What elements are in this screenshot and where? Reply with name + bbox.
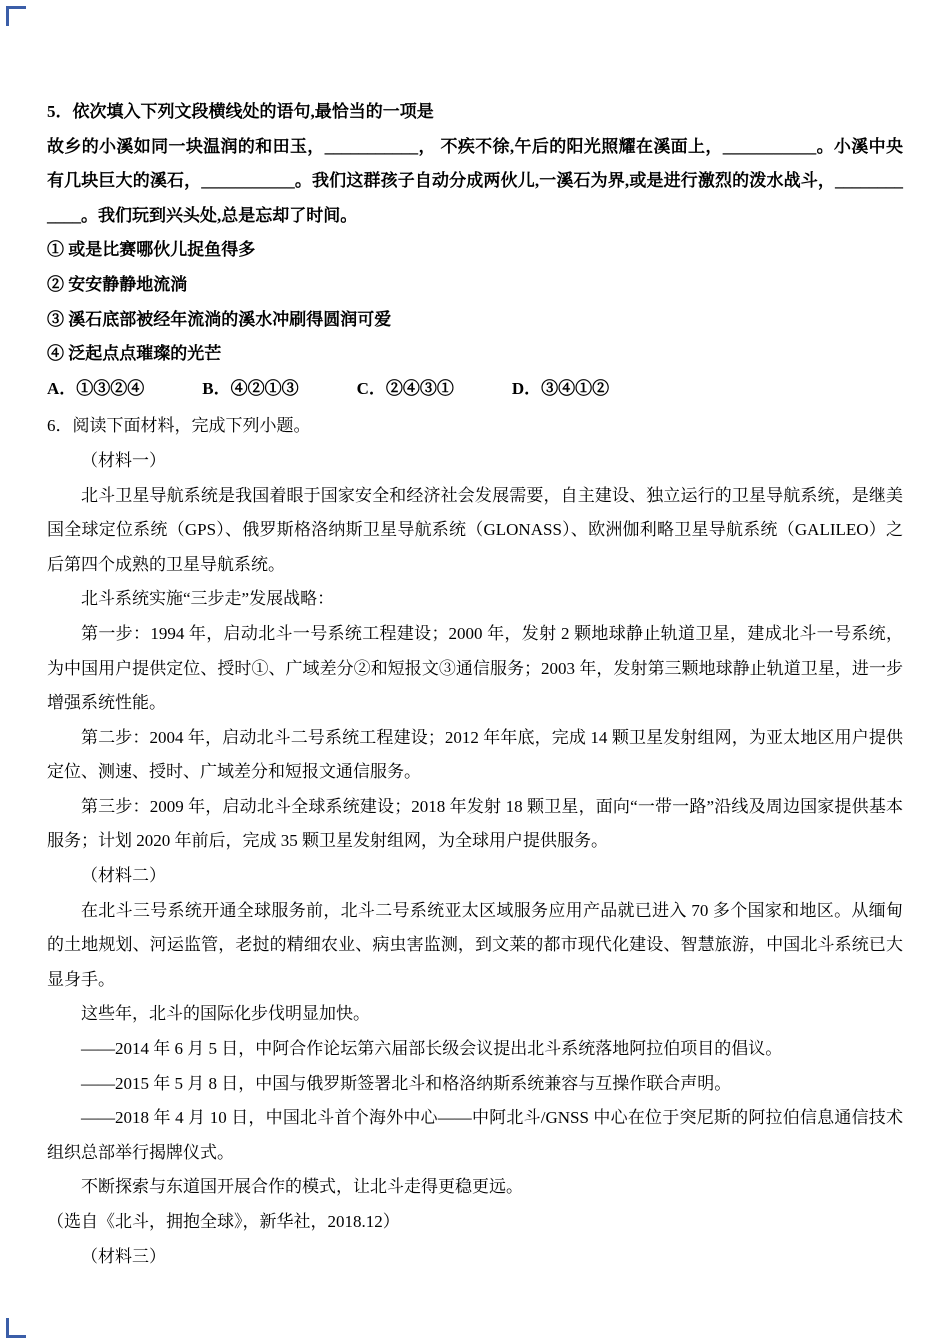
material-2-paragraph-2: 这些年，北斗的国际化步伐明显加快。 bbox=[81, 1004, 370, 1024]
document-content bbox=[47, 95, 903, 1274]
material-2-label: （材料二） bbox=[81, 866, 166, 886]
material-1-label: （材料一） bbox=[81, 450, 166, 470]
material-2-source: （选自《北斗，拥抱全球》，新华社，2018.12） bbox=[47, 1212, 400, 1231]
material-3-label: （材料三） bbox=[81, 1246, 166, 1266]
material-2-paragraph-1: 在北斗三号系统开通全球服务前，北斗二号系统亚太区域服务应用产品就已进入 70 多个国家和地区。从缅甸的土地规划、河运监管，老挝的精细农业、病虫害监测，到文莱的都市现代化建设、智慧旅游，中国北斗系统已大显身手。 bbox=[47, 900, 903, 989]
question-5-item-1: ① 或是比赛哪伙儿捉鱼得多 bbox=[47, 240, 256, 260]
choice-c: C．②④③① bbox=[356, 378, 454, 398]
material-2-paragraph-6: 不断探索与东道国开展合作的模式，让北斗走得更稳更远。 bbox=[81, 1177, 523, 1197]
question-5-item-3: ③ 溪石底部被经年流淌的溪水冲刷得圆润可爱 bbox=[47, 309, 392, 329]
question-5-item-2: ② 安安静静地流淌 bbox=[47, 274, 188, 294]
choice-b: B．④②①③ bbox=[202, 378, 299, 398]
choice-a: A．①③②④ bbox=[47, 378, 145, 398]
material-1-paragraph-2: 北斗系统实施“三步走”发展战略： bbox=[81, 589, 335, 609]
material-1-paragraph-4: 第二步：2004 年，启动北斗二号系统工程建设；2012 年年底，完成 14 颗卫星发射组网，为亚太地区用户提供定位、测速、授时、广域差分和短报文通信服务。 bbox=[47, 727, 903, 782]
material-1-paragraph-1: 北斗卫星导航系统是我国着眼于国家安全和经济社会发展需要，自主建设、独立运行的卫星导航系统，是继美国全球定位系统（GPS）、俄罗斯格洛纳斯卫星导航系统（GLONASS）、欧洲伽利略卫星导航系统（GALILEO）之后第四个成熟的卫星导航系统。 bbox=[47, 485, 903, 574]
material-2-paragraph-4: ——2015 年 5 月 8 日，中国与俄罗斯签署北斗和格洛纳斯系统兼容与互操作联合声明。 bbox=[81, 1073, 732, 1093]
question-5-item-4: ④ 泛起点点璀璨的光芒 bbox=[47, 344, 222, 364]
page-border-corner-bottom-left bbox=[6, 1318, 26, 1338]
question-5-choices bbox=[47, 372, 903, 407]
material-1-paragraph-3: 第一步：1994 年，启动北斗一号系统工程建设；2000 年，发射 2 颗地球静止轨道卫星，建成北斗一号系统，为中国用户提供定位、授时①、广域差分②和短报文③通信服务；2003 年，发射第三颗地球静止轨道卫星，进一步增强系统性能。 bbox=[47, 623, 903, 713]
material-2-paragraph-3: ——2014 年 6 月 5 日，中阿合作论坛第六届部长级会议提出北斗系统落地阿拉伯项目的倡议。 bbox=[81, 1039, 783, 1059]
page-border-corner-top-left bbox=[6, 6, 26, 26]
question-6-heading: 6．阅读下面材料，完成下列小题。 bbox=[47, 416, 311, 436]
material-2-paragraph-5: ——2018 年 4 月 10 日，中国北斗首个海外中心——中阿北斗/GNSS 中心在位于突尼斯的阿拉伯信息通信技术组织总部举行揭牌仪式。 bbox=[47, 1108, 903, 1162]
question-5-heading: 5．依次填入下列文段横线处的语句,最恰当的一项是 bbox=[47, 102, 434, 121]
question-5-passage: 故乡的小溪如同一块温润的和田玉，___________， 不疾不徐,午后的阳光照耀在溪面上，___________。小溪中央有几块巨大的溪石，___________。我们这群孩子自动分成两伙儿,一溪石为界,或是进行激烈的泼水战斗，____________。我们玩到兴头处,总是忘却了时间。 bbox=[47, 136, 903, 225]
choice-d: D．③④①② bbox=[511, 378, 610, 398]
material-1-paragraph-5: 第三步：2009 年，启动北斗全球系统建设；2018 年发射 18 颗卫星，面向“一带一路”沿线及周边国家提供基本服务；计划 2020 年前后，完成 35 颗卫星发射组网，为全球用户提供服务。 bbox=[47, 796, 903, 851]
